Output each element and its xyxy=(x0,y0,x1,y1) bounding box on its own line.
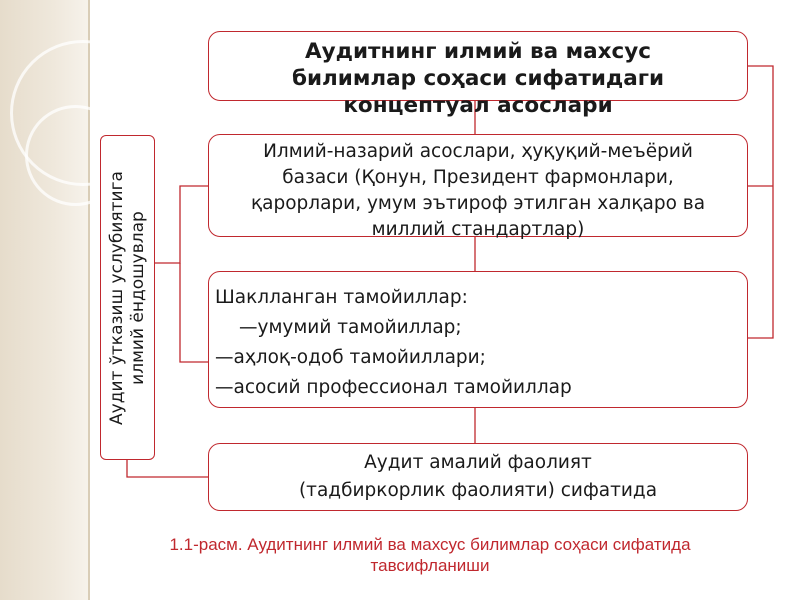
principle-item: —асосий профессионал тамойиллар xyxy=(215,377,572,398)
caption-line: 1.1-расм. Аудитнинг илмий ва махсус билимлар соҳаси сифатида xyxy=(169,535,691,554)
principle-item: —умумий тамойиллар; xyxy=(239,317,462,338)
figure-caption xyxy=(110,534,750,576)
activity-line: (тадбиркорлик фаолияти) сифатида xyxy=(298,480,658,501)
activity-line: Аудит амалий фаолият xyxy=(364,452,592,473)
side-line: Аудит ўтказиш услубиятига xyxy=(106,170,127,425)
scientific-approaches-box xyxy=(100,135,155,460)
title-line: концептуал асослари xyxy=(343,93,613,118)
practical-activity-box xyxy=(208,443,748,511)
principles-box xyxy=(208,271,748,408)
right-bracket-line xyxy=(748,66,773,338)
bottom-link-line xyxy=(127,460,208,477)
title-line: Аудитнинг илмий ва махсус xyxy=(304,39,652,64)
diagram-title-box xyxy=(208,31,748,118)
foundations-line: қарорлари, умум эътироф этилган халқаро ва xyxy=(250,193,706,214)
foundations-line: Илмий-назарий асослари, ҳуқуқий-меъёрий xyxy=(263,141,693,162)
foundations-line: миллий стандартлар) xyxy=(371,219,585,240)
principles-heading: Шаклланган тамойиллар: xyxy=(215,287,468,308)
left-bracket-line xyxy=(155,186,208,263)
caption-line: тавсифланиши xyxy=(370,556,490,575)
side-line: илмий ёндошувлар xyxy=(127,210,148,385)
title-line: билимлар соҳаси сифатидаги xyxy=(291,66,665,91)
principle-item: —аҳлоқ-одоб тамойиллари; xyxy=(215,347,486,368)
foundations-box xyxy=(208,134,748,240)
side-label xyxy=(107,138,149,458)
left-bracket-line xyxy=(180,263,208,362)
foundations-line: базаси (Қонун, Президент фармонлари, xyxy=(282,167,674,188)
